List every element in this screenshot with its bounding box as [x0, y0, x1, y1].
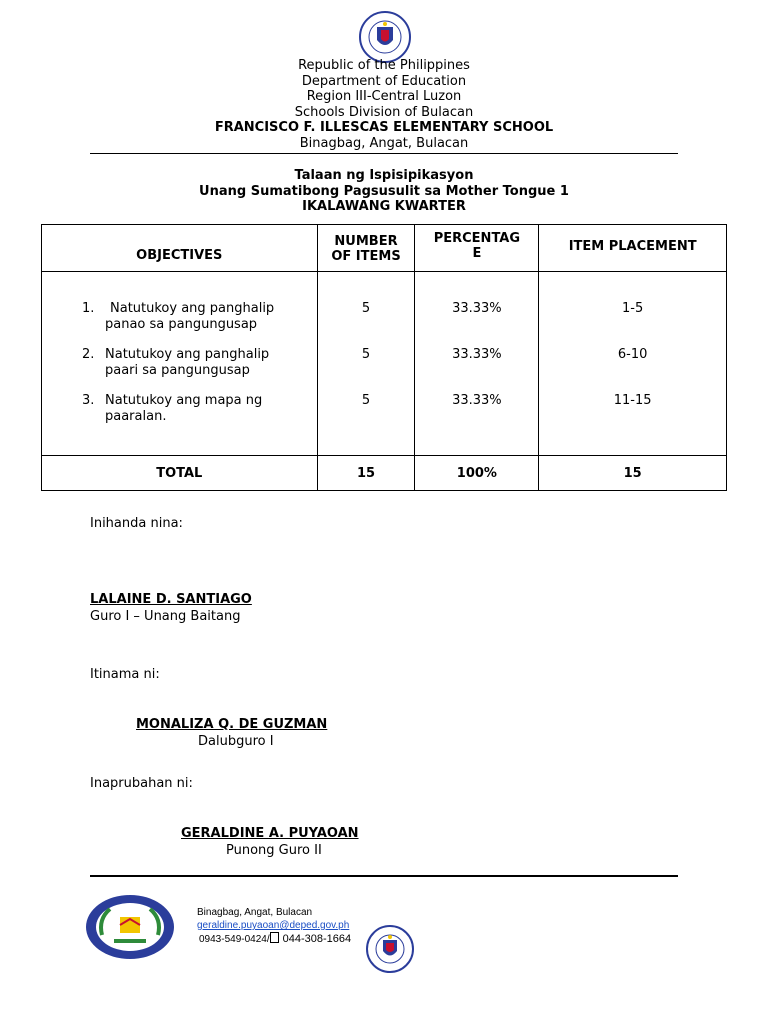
list-item: 1. Natutukoy ang panghalip panao sa pangungusap — [82, 301, 275, 332]
prepared-title: Guro I – Unang Baitang — [90, 609, 241, 624]
approved-label: Inaprubahan ni: — [90, 776, 193, 791]
header-line-2: Department of Education — [301, 73, 467, 89]
header-item-placement: ITEM PLACEMENT — [539, 225, 727, 272]
table-header-row — [42, 225, 727, 272]
specification-table — [41, 224, 727, 491]
table-total-row — [42, 456, 727, 491]
deped-seal-footer-logo — [350, 923, 418, 975]
prepared-name: LALAINE D. SANTIAGO — [90, 592, 252, 607]
total-percent: 100% — [415, 456, 539, 491]
percent-cell: 33.33% 33.33% 33.33% — [415, 272, 539, 456]
doc-quarter: IKALAWANG KWARTER — [302, 199, 466, 214]
header-line-4: Schools Division of Bulacan — [294, 104, 474, 120]
total-placement: 15 — [539, 456, 727, 491]
objectives-cell — [42, 272, 318, 456]
total-label: TOTAL — [42, 456, 318, 491]
header-number-of-items: NUMBER OF ITEMS — [317, 225, 415, 272]
prepared-label: Inihanda nina: — [90, 516, 183, 531]
header-line-3: Region III-Central Luzon — [306, 89, 462, 104]
list-item: 2. Natutukoy ang panghalip paari sa pangungusap — [82, 347, 270, 378]
doc-subtitle: Unang Sumatibong Pagsusulit sa Mother Tongue 1 — [199, 183, 569, 199]
checked-title: Dalubguro I — [198, 734, 274, 749]
school-seal-logo — [84, 893, 176, 961]
phone-icon — [270, 932, 279, 943]
school-name: FRANCISCO F. ILLESCAS ELEMENTARY SCHOOL — [214, 120, 554, 135]
checked-label: Itinama ni: — [90, 667, 160, 682]
table-body-row — [42, 272, 727, 456]
header-percentage: PERCENTAG E — [415, 225, 539, 272]
footer-email-link[interactable]: geraldine.puyaoan@deped.gov.ph — [197, 920, 350, 931]
school-address: Binagbag, Angat, Bulacan — [299, 135, 469, 151]
footer-address: Binagbag, Angat, Bulacan — [197, 907, 313, 918]
total-items: 15 — [317, 456, 415, 491]
list-item: 3. Natutukoy ang mapa ng paaralan. — [82, 393, 263, 424]
header-line-1: Republic of the Philippines — [298, 58, 470, 73]
items-cell: 5 5 5 — [317, 272, 415, 456]
footer-divider — [90, 875, 678, 877]
placement-cell: 1-5 6-10 11-15 — [539, 272, 727, 456]
footer-phone-2: 044-308-1664 — [282, 933, 352, 945]
checked-name: MONALIZA Q. DE GUZMAN — [136, 717, 328, 732]
header-divider — [90, 153, 678, 154]
approved-name: GERALDINE A. PUYAOAN — [181, 826, 359, 841]
deped-seal-logo — [352, 10, 418, 64]
footer-phone — [199, 932, 351, 947]
doc-title: Talaan ng Ispisipikasyon — [294, 168, 474, 183]
approved-title: Punong Guro II — [226, 843, 322, 858]
header-objectives: OBJECTIVES — [42, 225, 318, 272]
footer-phone-1: 0943-549-0424/ — [199, 934, 270, 945]
